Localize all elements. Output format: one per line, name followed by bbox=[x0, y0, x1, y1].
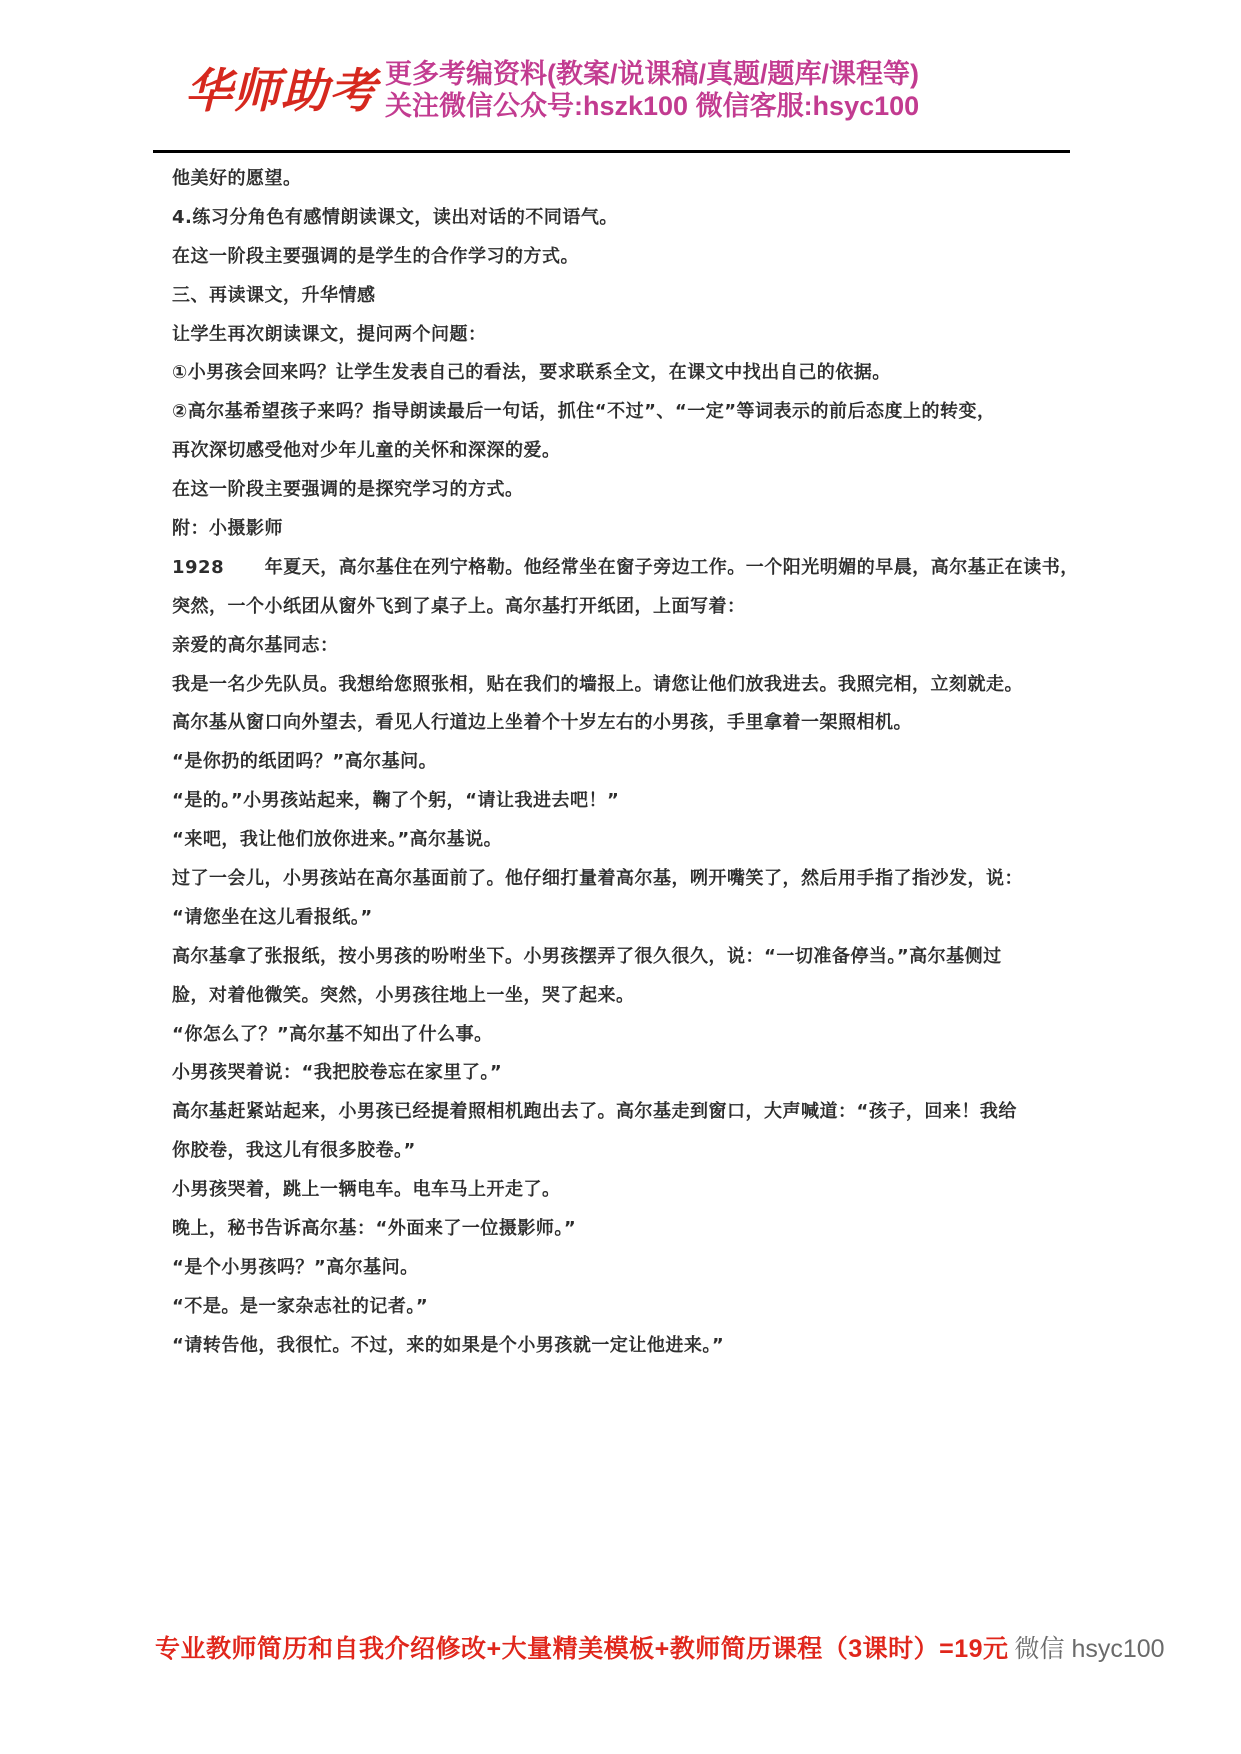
huashi-zhukao-logo: 华师助考 bbox=[185, 63, 377, 117]
document-text-line: 他美好的愿望。 bbox=[172, 168, 302, 189]
document-text-line: “你怎么了？”高尔基不知出了什么事。 bbox=[172, 1023, 493, 1045]
document-text-line: 附：小摄影师 bbox=[172, 518, 283, 540]
document-text-line: 亲爱的高尔基同志： bbox=[172, 634, 339, 656]
document-text-line: 小男孩哭着，跳上一辆电车。电车马上开走了。 bbox=[172, 1179, 561, 1201]
document-body bbox=[172, 160, 1087, 1366]
document-text-line: 我是一名少先队员。我想给您照张相，贴在我们的墙报上。请您让他们放我进去。我照完相，立刻就走。 bbox=[172, 673, 1023, 695]
footer-wechat-contact: 微信 hsyc100 bbox=[1014, 1635, 1165, 1663]
document-text-line: “不是。是一家杂志社的记者。” bbox=[172, 1295, 429, 1317]
document-text-line: ①小男孩会回来吗？让学生发表自己的看法，要求联系全文，在课文中找出自己的依据。 bbox=[172, 362, 891, 384]
document-text-line: 小男孩哭着说：“我把胶卷忘在家里了。” bbox=[172, 1062, 503, 1084]
document-text-line: 高尔基拿了张报纸，按小男孩的吩咐坐下。小男孩摆弄了很久很久，说：“一切准备停当。”高尔基侧过 bbox=[172, 945, 1002, 967]
document-text-line: 脸，对着他微笑。突然，小男孩往地上一坐，哭了起来。 bbox=[172, 984, 635, 1006]
document-text-line: “来吧，我让他们放你进来。”高尔基说。 bbox=[172, 829, 503, 851]
document-text-line: ②高尔基希望孩子来吗？指导朗读最后一句话，抓住“不过”、“一定”等词表示的前后态度上的转变， bbox=[172, 401, 996, 423]
document-text-line: 1928 年夏天，高尔基住在列宁格勒。他经常坐在窗子旁边工作。一个阳光明媚的早晨，高尔基正在读书， bbox=[172, 556, 1079, 578]
document-text-line: 晚上，秘书告诉高尔基：“外面来了一位摄影师。” bbox=[172, 1218, 577, 1240]
header-promo-line1: 更多考编资料(教案/说课稿/真题/题库/课程等) bbox=[385, 59, 919, 89]
document-text-line: “是个小男孩吗？”高尔基问。 bbox=[172, 1256, 419, 1278]
document-text-line: 高尔基赶紧站起来，小男孩已经提着照相机跑出去了。高尔基走到窗口，大声喊道：“孩子，回来！我给 bbox=[172, 1101, 1017, 1123]
document-text-line: “是的。”小男孩站起来，鞠了个躬，“请让我进去吧！” bbox=[172, 790, 620, 812]
document-text-line: 三、再读课文，升华情感 bbox=[172, 284, 376, 306]
document-text-line: 高尔基从窗口向外望去，看见人行道边上坐着个十岁左右的小男孩，手里拿着一架照相机。 bbox=[172, 712, 912, 734]
document-text-line: “请您坐在这儿看报纸。” bbox=[172, 906, 373, 928]
document-text-line: 在这一阶段主要强调的是探究学习的方式。 bbox=[172, 479, 524, 501]
document-text-line: 过了一会儿，小男孩站在高尔基面前了。他仔细打量着高尔基，咧开嘴笑了，然后用手指了指沙发，说： bbox=[172, 868, 1023, 890]
document-text-line: 突然，一个小纸团从窗外飞到了桌子上。高尔基打开纸团，上面写着： bbox=[172, 595, 746, 617]
document-text-line: 4.练习分角色有感情朗读课文，读出对话的不同语气。 bbox=[172, 206, 618, 228]
header-divider bbox=[153, 150, 1070, 153]
document-text-line: 你胶卷，我这儿有很多胶卷。” bbox=[172, 1140, 416, 1162]
document-text-line: 让学生再次朗读课文，提问两个问题： bbox=[172, 323, 487, 345]
page-footer bbox=[155, 1632, 1165, 1666]
footer-promo-text: 专业教师简历和自我介绍修改+大量精美模板+教师简历课程（3课时）=19元 bbox=[155, 1635, 1009, 1663]
document-text-line: 再次深切感受他对少年儿童的关怀和深深的爱。 bbox=[172, 440, 561, 462]
header-promo-line2: 关注微信公众号:hszk100 微信客服:hsyc100 bbox=[385, 91, 920, 121]
document-text-line: 在这一阶段主要强调的是学生的合作学习的方式。 bbox=[172, 245, 579, 267]
page-header bbox=[185, 58, 919, 122]
document-text-line: “是你扔的纸团吗？”高尔基问。 bbox=[172, 751, 438, 773]
header-promo-text bbox=[385, 58, 919, 122]
document-text-line: “请转告他，我很忙。不过，来的如果是个小男孩就一定让他进来。” bbox=[172, 1334, 725, 1356]
